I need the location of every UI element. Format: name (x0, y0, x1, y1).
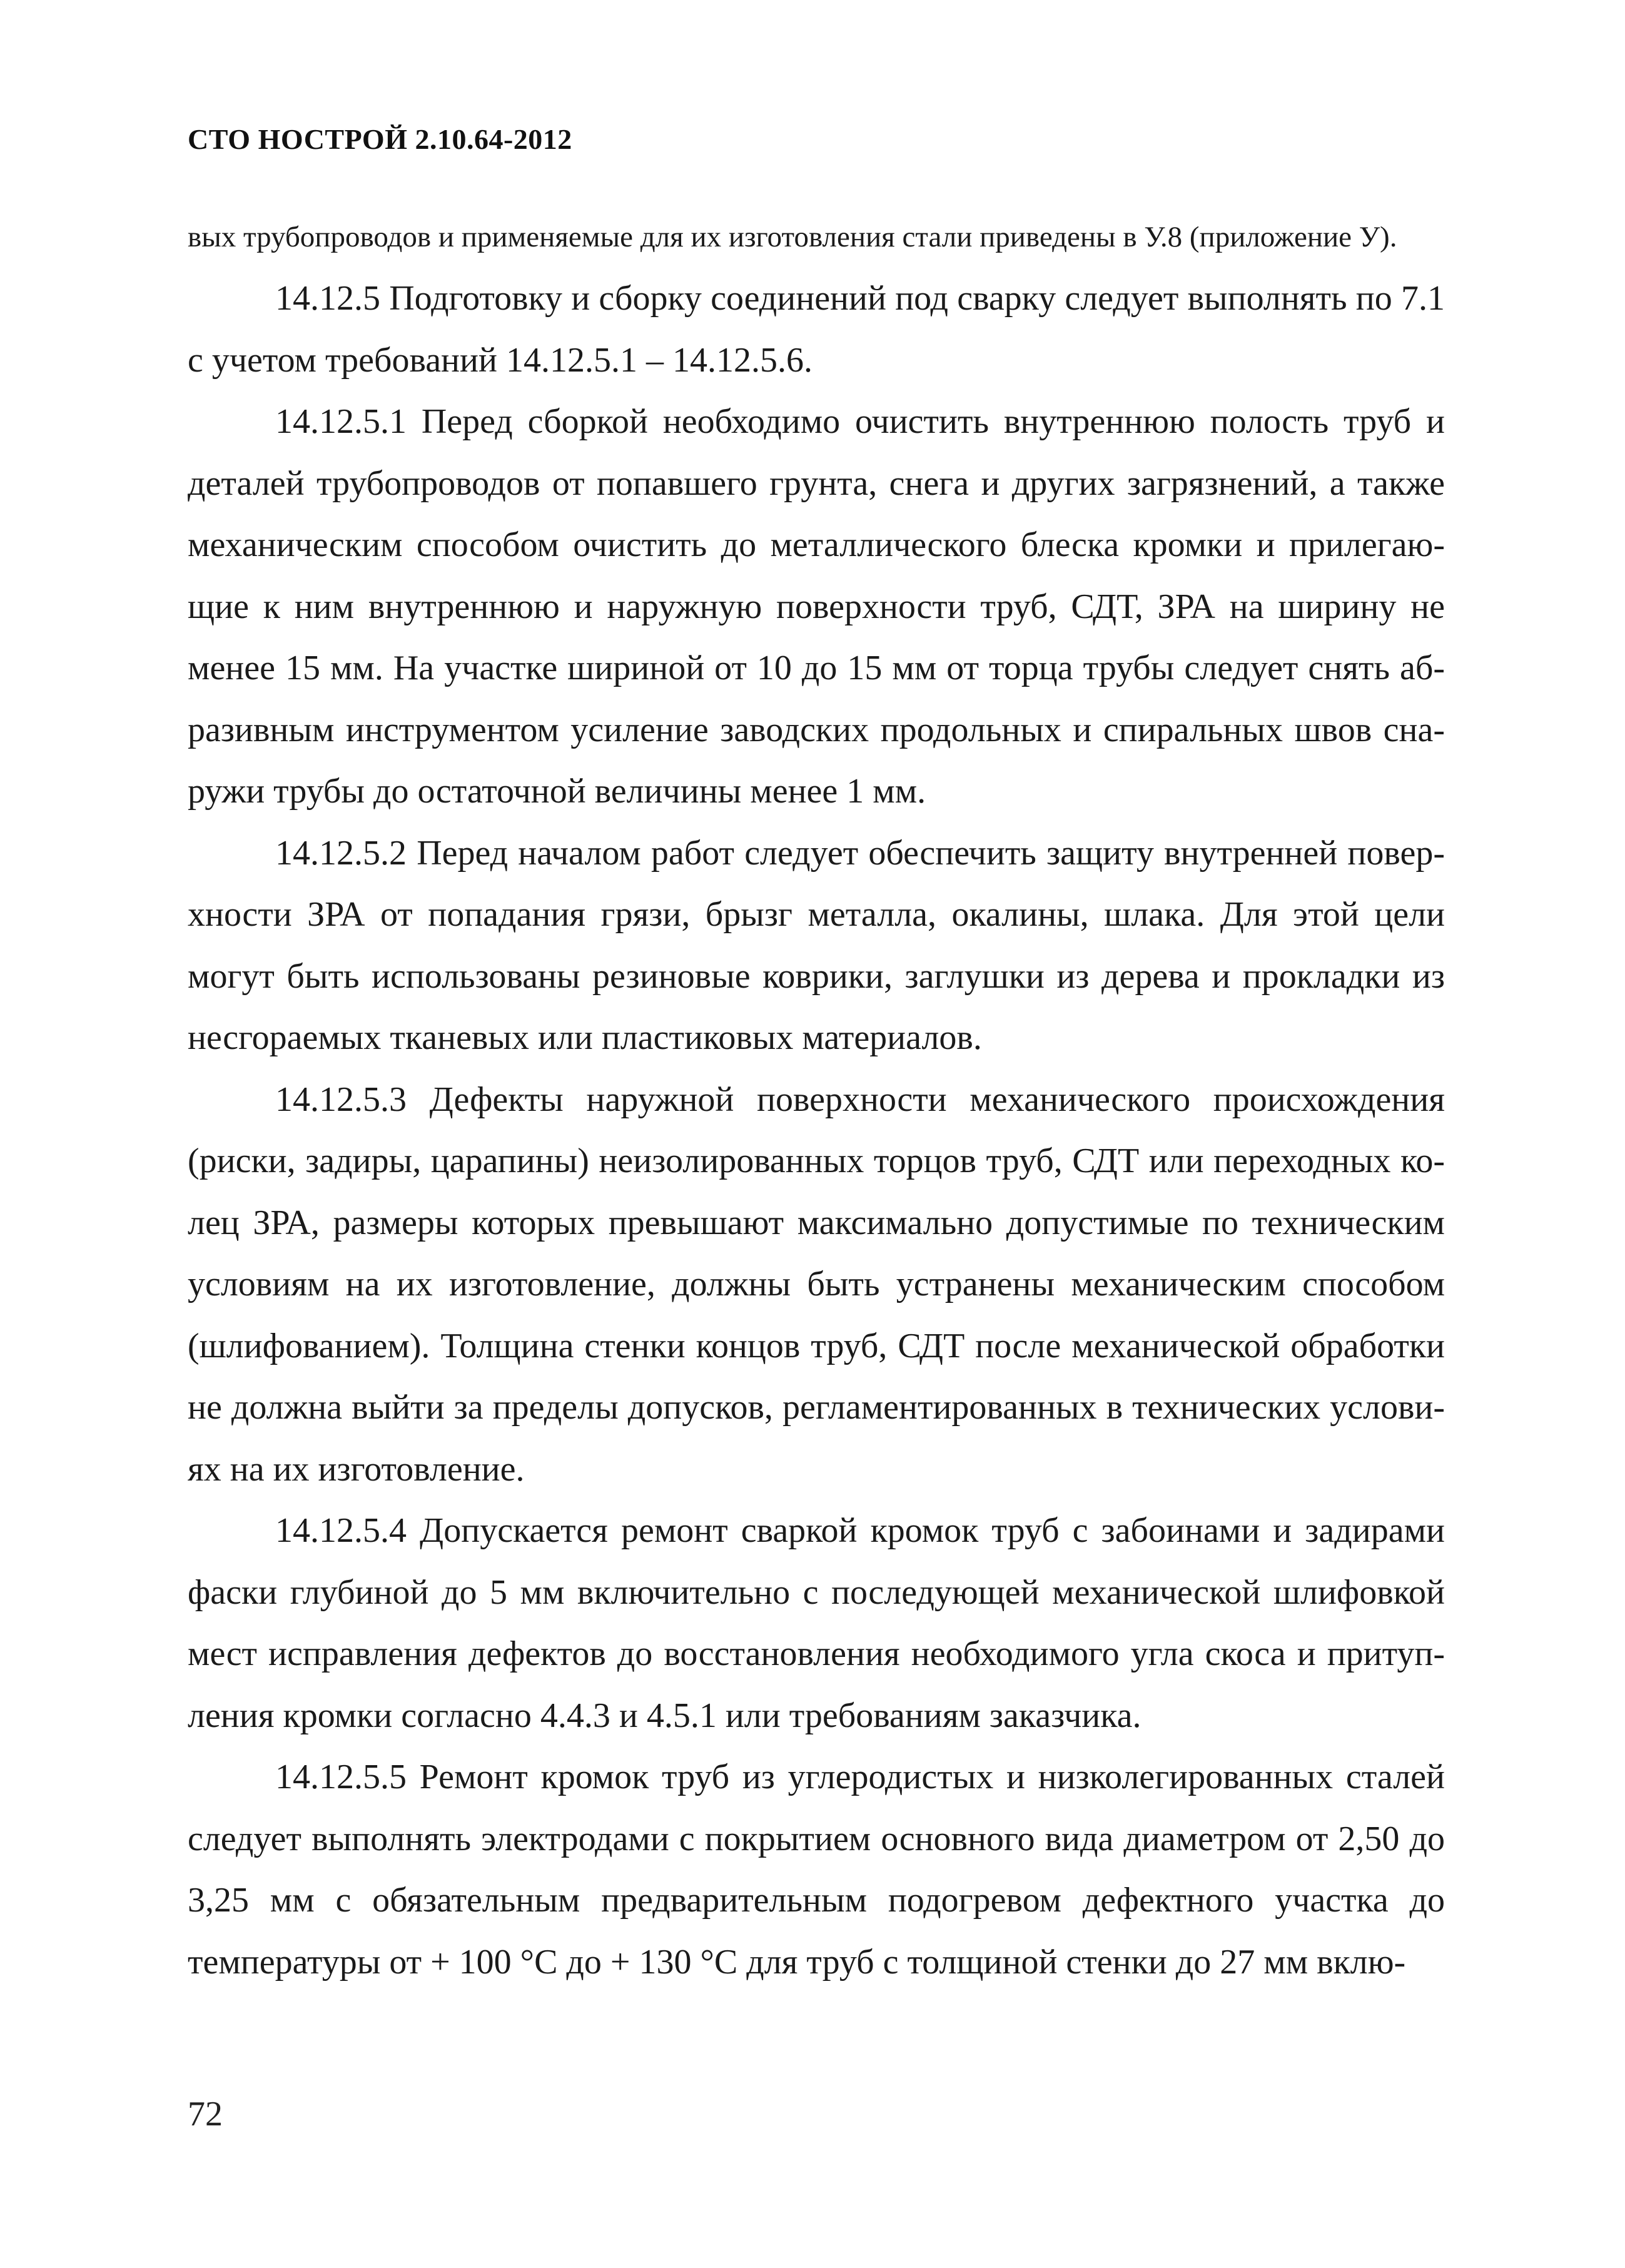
paragraph-14-12-5-4: 14.12.5.4 Допускается ремонт сваркой кромок труб с забоинами и задирами фаски глубиной до 5 мм включительно с последующей механической шлифовкой мест исправления дефектов до восстановления необходимого угла скоса и притуп-ления кромки согласно 4.4.3 и 4.5.1 или требованиям заказчика. (188, 1511, 1445, 1735)
paragraph-14-12-5-1: 14.12.5.1 Перед сборкой необходимо очистить внутреннюю полость труб и деталей трубопроводов от попавшего грунта, снега и других загрязнений, а также механическим способом очистить до металлического блеска кромки и прилегаю-щие к ним внутреннюю и наружную поверхности труб, СДТ, ЗРА на ширину не менее 15 мм. На участке шириной от 10 до 15 мм от торца трубы следует снять аб-разивным инструментом усиление заводских продольных и спиральных швов сна-ружи трубы до остаточной величины менее 1 мм. (188, 402, 1445, 811)
paragraph-14-12-5-5: 14.12.5.5 Ремонт кромок труб из углеродистых и низколегированных сталей следует выполнять электродами с покрытием основного вида диаметром от 2,50 до 3,25 мм с обязательным предварительным подогревом дефектного участка до температуры от + 100 °С до + 130 °С для труб с толщиной стенки до 27 мм вклю- (188, 1758, 1445, 1982)
paragraph-14-12-5-3: 14.12.5.3 Дефекты наружной поверхности механического происхождения (риски, задиры, царапины) неизолированных торцов труб, СДТ или переходных ко-лец ЗРА, размеры которых превышают максимально допустимые по техническим условиям на их изготовление, должны быть устранены механическим способом (шлифованием). Толщина стенки концов труб, СДТ после механической обработки не должна выйти за пределы допусков, регламентированных в технических услови-ях на их изготовление. (188, 1080, 1445, 1489)
document-body (188, 206, 1445, 1993)
continuation-line: вых трубопроводов и применяемые для их изготовления стали приведены в У.8 (приложение У). (188, 221, 1397, 253)
paragraph-14-12-5: 14.12.5 Подготовку и сборку соединений под сварку следует выполнять по 7.1 с учетом требований 14.12.5.1 – 14.12.5.6. (188, 279, 1445, 380)
paragraph-14-12-5-2: 14.12.5.2 Перед началом работ следует обеспечить защиту внутренней повер-хности ЗРА от попадания грязи, брызг металла, окалины, шлака. Для этой цели могут быть использованы резиновые коврики, заглушки из дерева и прокладки из несгораемых тканевых или пластиковых материалов. (188, 833, 1445, 1057)
document-header: СТО НОСТРОЙ 2.10.64-2012 (188, 123, 572, 155)
page-number: 72 (188, 2095, 223, 2134)
